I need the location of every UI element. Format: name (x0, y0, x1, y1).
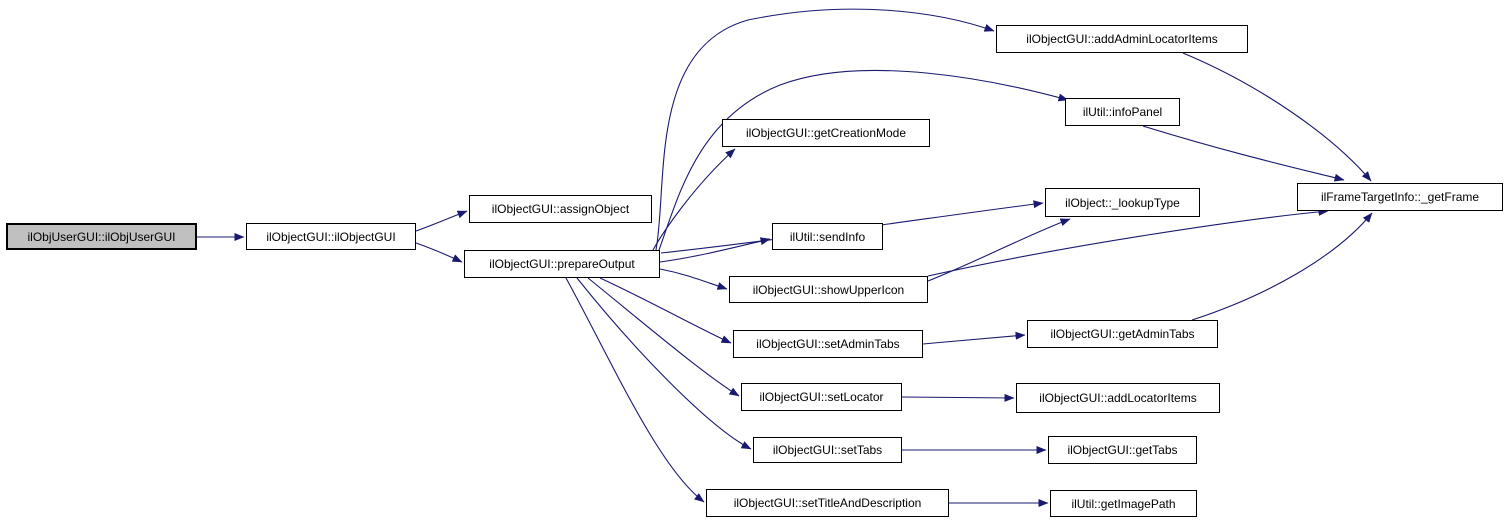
graph-node-label: ilObjectGUI::addAdminLocatorItems (1026, 32, 1218, 46)
graph-node-gettabs[interactable] (1048, 436, 1197, 464)
graph-node-label: ilUtil::getImagePath (1071, 496, 1176, 511)
graph-node-lookuptype[interactable] (1045, 188, 1200, 217)
graph-node-label: ilObjectGUI::showUpperIcon (752, 282, 905, 297)
edge-ilobjectgui-ilobjectgui-to-prepareoutput (416, 243, 462, 262)
edge-getadmintabs-to-getframe (1192, 213, 1372, 320)
edge-addadminlocatoritems-to-getframe (1183, 53, 1371, 181)
graph-node-label: ilObjectGUI::setTabs (772, 443, 883, 457)
graph-node-getimagepath[interactable] (1050, 490, 1197, 517)
graph-node-label: ilObjectGUI::prepareOutput (489, 257, 635, 271)
graph-node-assignobject[interactable] (469, 195, 652, 223)
graph-node-prepareoutput[interactable] (464, 250, 660, 278)
graph-node-label: ilObjectGUI::addLocatorItems (1039, 391, 1197, 405)
graph-node-setadmintabs[interactable] (733, 330, 923, 358)
graph-node-label: ilObjectGUI::getAdminTabs (1050, 327, 1195, 341)
edge-prepareoutput-to-setlocator (588, 278, 739, 396)
edge-showuppericon-to-getframe (928, 211, 1328, 276)
graph-node-label: ilObjUserGUI::ilObjUserGUI (27, 229, 176, 244)
graph-node-label: ilUtil::infoPanel (1082, 105, 1163, 119)
graph-node-showuppericon[interactable] (729, 276, 928, 303)
edge-ilobjectgui-ilobjectgui-to-assignobject (416, 211, 467, 231)
edge-group (197, 9, 1372, 503)
graph-node-settitleanddescription[interactable] (706, 489, 949, 517)
graph-node-setlocator[interactable] (741, 383, 902, 411)
graph-node-infopanel[interactable] (1065, 98, 1180, 126)
graph-node-label: ilFrameTargetInfo::_getFrame (1320, 190, 1480, 204)
graph-node-getcreationmode[interactable] (722, 119, 930, 147)
edge-prepareoutput-to-settabs (577, 278, 751, 449)
graph-node-label: ilObjectGUI::setTitleAndDescription (733, 496, 922, 510)
edge-prepareoutput-to-showuppericon (660, 269, 727, 289)
graph-node-ilobjusergui-ilobjusergui[interactable] (6, 223, 197, 250)
edge-infopanel-to-getframe (1143, 126, 1344, 180)
graph-node-addlocatoritems[interactable] (1016, 383, 1220, 413)
edge-prepareoutput-to-setadmintabs (600, 278, 731, 343)
graph-node-addadminlocatoritems[interactable] (996, 25, 1248, 53)
graph-node-label: ilObjectGUI::getCreationMode (745, 126, 907, 140)
graph-node-label: ilObjectGUI::getTabs (1067, 443, 1178, 457)
graph-node-label: ilUtil::sendInfo (789, 229, 866, 244)
graph-node-settabs[interactable] (753, 437, 902, 463)
graph-node-getframe[interactable] (1297, 183, 1503, 211)
graph-node-ilobjectgui-ilobjectgui[interactable] (246, 223, 416, 250)
edge-setadmintabs-to-getadmintabs (923, 335, 1025, 344)
graph-node-sendinfo[interactable] (772, 223, 883, 250)
edge-prepareoutput-to-settitleanddescription (566, 278, 704, 502)
graph-node-label: ilObjectGUI::ilObjectGUI (266, 229, 396, 244)
graph-node-label: ilObjectGUI::setLocator (759, 390, 884, 404)
edge-prepareoutput-to-sendinfo (660, 239, 770, 262)
graph-node-label: ilObject::_lookupType (1065, 195, 1180, 210)
graph-node-getadmintabs[interactable] (1027, 320, 1218, 348)
graph-node-label: ilObjectGUI::assignObject (491, 202, 630, 216)
edge-setlocator-to-addlocatoritems (902, 397, 1014, 398)
graph-node-label: ilObjectGUI::setAdminTabs (756, 337, 900, 351)
